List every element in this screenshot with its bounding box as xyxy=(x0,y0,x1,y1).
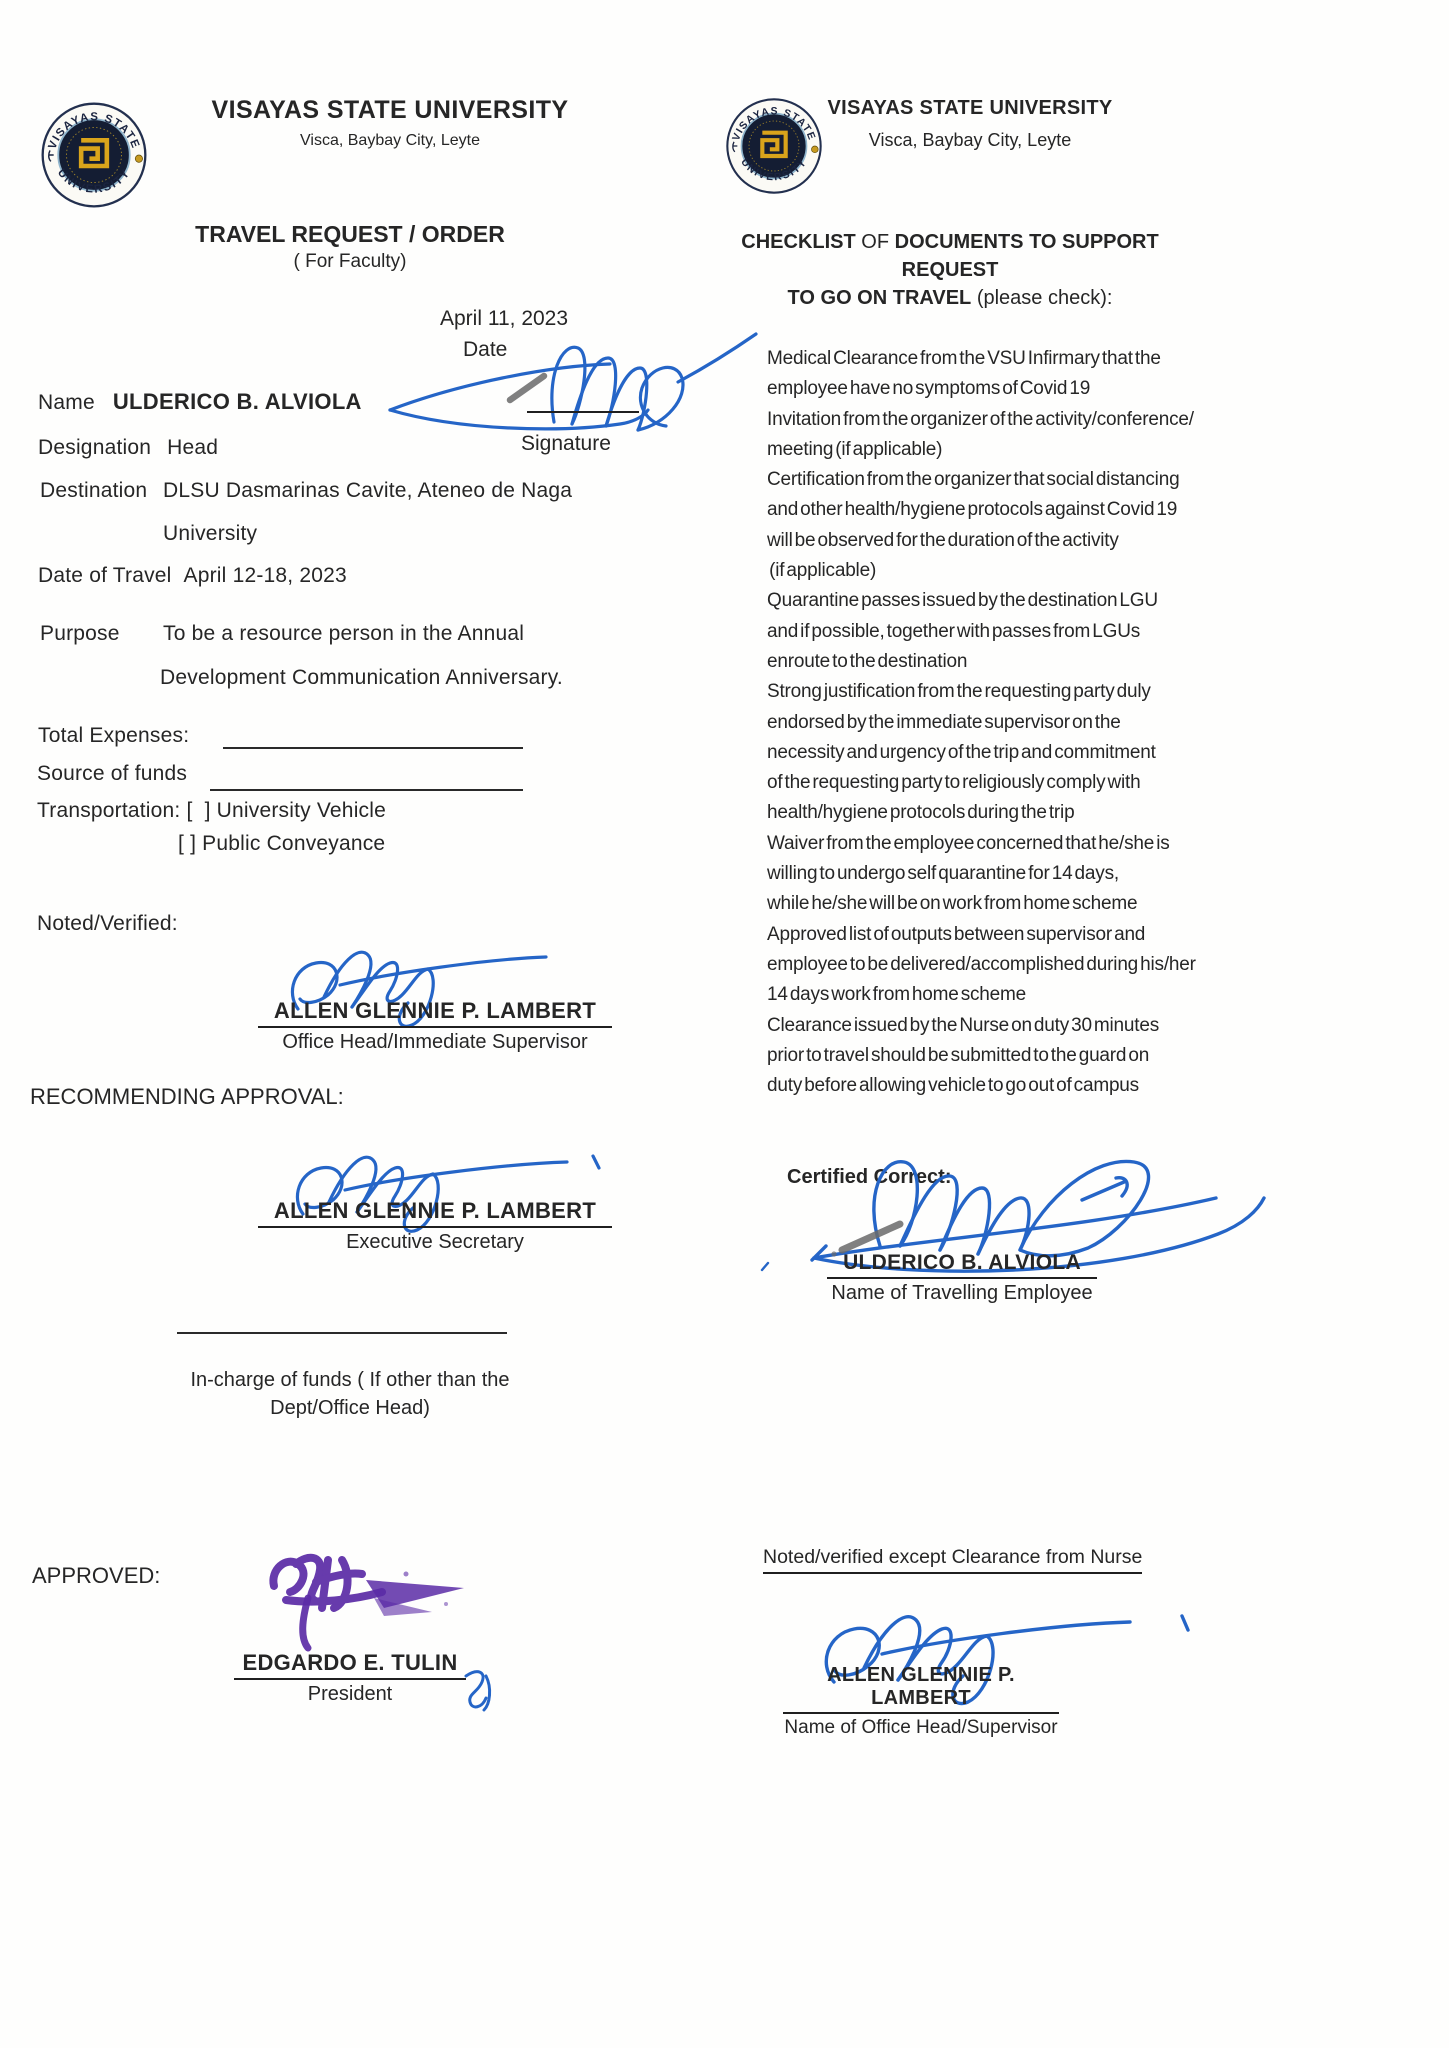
checklist-line: willing to undergo self quarantine for 14 days, xyxy=(767,863,1119,885)
office-head-signatory-block xyxy=(783,1664,1059,1739)
office-head-signatory-title: Name of Office Head/Supervisor xyxy=(784,1717,1058,1738)
checklist-line: meeting (if applicable) xyxy=(767,438,943,460)
checklist-title-travel: TO GO ON TRAVEL xyxy=(787,287,972,309)
office-head-signatory-name: ALLEN GLENNIE P. LAMBERT xyxy=(783,1664,1059,1714)
checklist-line: Clearance issued by the Nurse on duty 30 minutes xyxy=(767,1014,1160,1036)
seal-bottom-text: UNIVERSITY xyxy=(54,166,134,196)
checklist-title-line1 xyxy=(700,228,1200,284)
checklist-line: 14 days work from home scheme xyxy=(767,984,1027,1006)
checklist-line: Invitation from the organizer of the activity/conference/ xyxy=(767,408,1194,430)
checklist-line: health/hygiene protocols during the trip xyxy=(767,802,1075,824)
recommending-approval-label: RECOMMENDING APPROVAL: xyxy=(30,1084,344,1109)
name-value: ULDERICO B. ALVIOLA xyxy=(112,389,362,414)
purpose-label: Purpose xyxy=(40,622,120,645)
checklist-title-line2 xyxy=(700,284,1200,312)
checklist-title-bold1: CHECKLIST xyxy=(741,231,856,253)
name-row xyxy=(38,389,362,415)
date-of-travel-value: April 12-18, 2023 xyxy=(183,564,347,587)
checklist-line: employee to be delivered/accomplished during his/her xyxy=(767,953,1196,975)
recommending-signatory-name: ALLEN GLENNIE P. LAMBERT xyxy=(258,1198,612,1228)
checklist-line: Strong justification from the requesting party duly xyxy=(767,681,1151,703)
checklist-items xyxy=(767,344,1257,1101)
designation-row xyxy=(38,436,218,460)
checklist-line: Certification from the organizer that social distancing xyxy=(767,469,1180,491)
checklist-title-pleasecheck: (please check): xyxy=(971,287,1113,309)
noted-except-nurse-note: Noted/verified except Clearance from Nurse xyxy=(763,1546,1142,1574)
purpose-value-line1: To be a resource person in the Annual xyxy=(163,622,525,645)
transportation-option-university-vehicle: Transportation: [ ] University Vehicle xyxy=(37,799,386,822)
seal-top-text: VISAYAS STATE xyxy=(730,106,818,143)
seal-top-text: VISAYAS STATE xyxy=(46,111,142,151)
date-value: April 11, 2023 xyxy=(440,307,569,330)
checklist-line: (if applicable) xyxy=(767,560,877,582)
destination-value-line2: University xyxy=(163,522,258,545)
certified-signatory-block xyxy=(817,1251,1107,1305)
recommending-signatory-title: Executive Secretary xyxy=(346,1231,524,1253)
checklist-line: and if possible, together with passes from LGUs xyxy=(767,620,1141,642)
checklist-line: Quarantine passes issued by the destination LGU xyxy=(767,590,1158,612)
right-university-name: VISAYAS STATE UNIVERSITY xyxy=(827,97,1113,119)
purpose-value-line2: Development Communication Anniversary. xyxy=(160,666,563,689)
left-university-address: Visca, Baybay City, Leyte xyxy=(300,132,480,149)
checklist-line: enroute to the destination xyxy=(767,650,968,672)
destination-label: Destination xyxy=(40,479,148,502)
right-university-address: Visca, Baybay City, Leyte xyxy=(868,130,1072,150)
checklist-line: necessity and urgency of the trip and commitment xyxy=(767,741,1156,763)
total-expenses-label: Total Expenses: xyxy=(38,724,190,747)
signature-ulderico-alviola xyxy=(378,326,760,444)
noted-verified-label: Noted/Verified: xyxy=(37,912,178,935)
noted-signatory-title: Office Head/Immediate Supervisor xyxy=(282,1031,588,1053)
source-of-funds-label: Source of funds xyxy=(37,762,188,785)
checklist-title-bold2: DOCUMENTS TO SUPPORT REQUEST xyxy=(894,231,1159,281)
approved-signatory-block xyxy=(230,1650,470,1706)
certified-correct-label: Certified Correct: xyxy=(787,1166,952,1188)
signature-line xyxy=(527,411,639,413)
checklist-line: of the requesting party to religiously comply with xyxy=(767,772,1141,794)
date-of-travel-label: Date of Travel xyxy=(38,564,172,587)
noted-signatory-name: ALLEN GLENNIE P. LAMBERT xyxy=(258,998,612,1028)
certified-signatory-title: Name of Travelling Employee xyxy=(831,1282,1093,1304)
left-university-name: VISAYAS STATE UNIVERSITY xyxy=(211,96,569,124)
noted-signatory-block xyxy=(225,998,645,1054)
vsu-seal-icon xyxy=(36,100,152,210)
source-of-funds-blank-line xyxy=(210,789,523,791)
date-label: Date xyxy=(463,338,508,361)
checklist-title-of: OF xyxy=(855,231,895,253)
incharge-of-funds-caption xyxy=(150,1366,550,1422)
approved-signatory-title: President xyxy=(307,1683,393,1705)
incharge-caption-line2: Dept/Office Head) xyxy=(270,1397,430,1419)
form-title: TRAVEL REQUEST / ORDER xyxy=(195,221,505,247)
checklist-line: employee have no symptoms of Covid 19 xyxy=(767,378,1091,400)
checklist-line: Medical Clearance from the VSU Infirmary that the xyxy=(767,348,1161,369)
recommending-signatory-block xyxy=(225,1198,645,1254)
checklist-line: Approved list of outputs between supervisor and xyxy=(767,923,1146,945)
total-expenses-blank-line xyxy=(223,747,523,749)
designation-label: Designation xyxy=(38,436,152,459)
date-of-travel-row xyxy=(38,564,347,588)
form-subtitle: ( For Faculty) xyxy=(293,251,407,272)
signature-label: Signature xyxy=(521,432,611,455)
blue-initials-mark xyxy=(452,1660,507,1715)
approved-label: APPROVED: xyxy=(32,1563,161,1588)
checklist-line: and other health/hygiene protocols against Covid 19 xyxy=(767,499,1178,521)
checklist-line: Waiver from the employee concerned that he/she is xyxy=(767,832,1170,854)
incharge-caption-line1: In-charge of funds ( If other than the xyxy=(190,1369,510,1391)
designation-value: Head xyxy=(167,436,219,459)
destination-value-line1: DLSU Dasmarinas Cavite, Ateneo de Naga xyxy=(163,479,573,502)
seal-gold-dot-icon xyxy=(135,155,142,162)
transportation-option-public-conveyance: [ ] Public Conveyance xyxy=(178,832,386,855)
checklist-line: prior to travel should be submitted to the guard on xyxy=(767,1044,1150,1066)
approved-signatory-name: EDGARDO E. TULIN xyxy=(234,1650,465,1680)
name-label: Name xyxy=(38,391,95,414)
checklist-line: will be observed for the duration of the activity xyxy=(767,529,1119,551)
checklist-line: while he/she will be on work from home scheme xyxy=(767,893,1138,915)
checklist-title xyxy=(700,228,1200,312)
incharge-of-funds-signature-line xyxy=(177,1332,507,1334)
checklist-line: duty before allowing vehicle to go out of campus xyxy=(767,1075,1139,1097)
checklist-line: endorsed by the immediate supervisor on the xyxy=(767,711,1121,733)
certified-signatory-name: ULDERICO B. ALVIOLA xyxy=(827,1251,1097,1279)
stamp-signature-edgardo-tulin xyxy=(256,1546,478,1654)
seal-bottom-text: UNIVERSITY xyxy=(738,156,810,184)
